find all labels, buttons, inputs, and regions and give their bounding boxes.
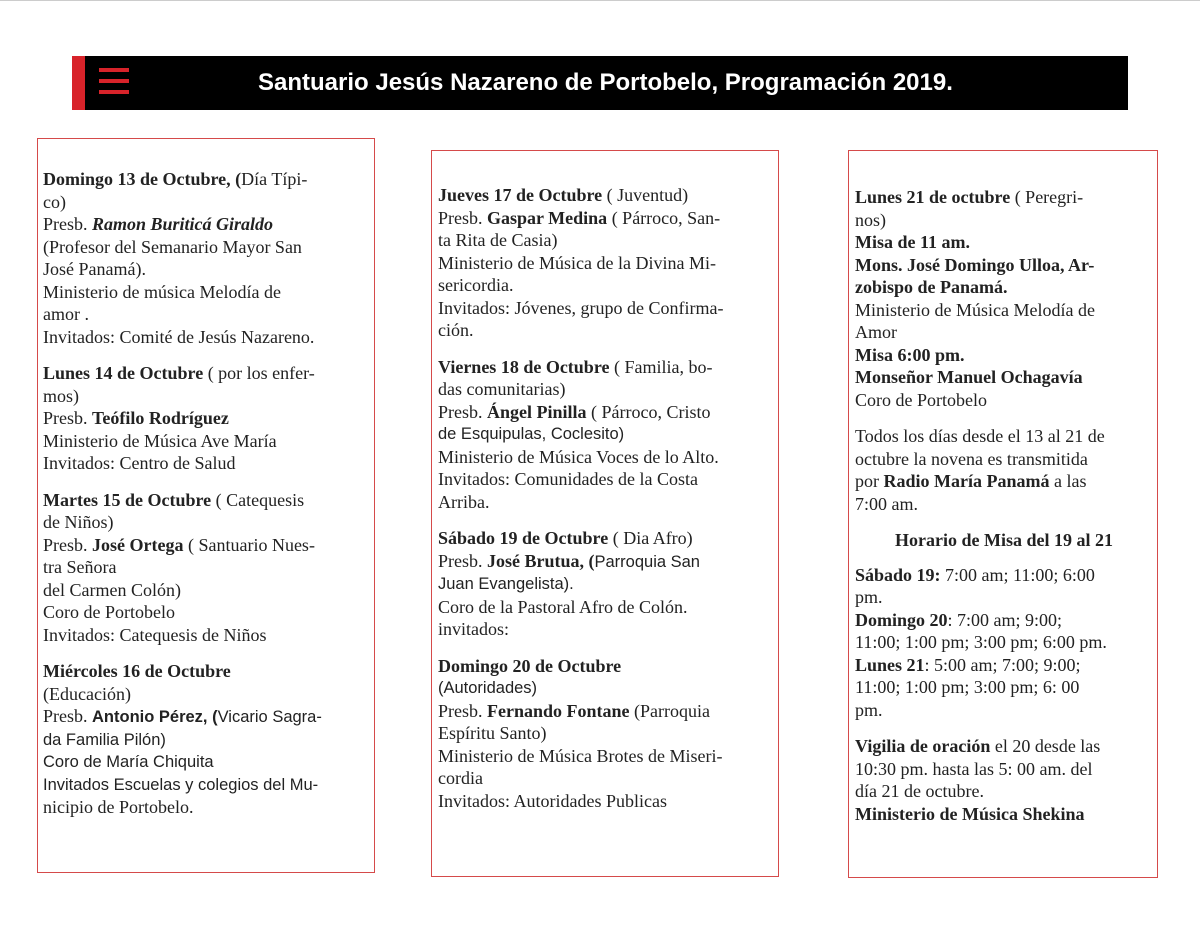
entry-date: Viernes 18 de Octubre bbox=[438, 356, 610, 377]
entry-date: Jueves 17 de Octubre bbox=[438, 185, 603, 205]
entry-date: Miércoles 16 de Octubre bbox=[43, 661, 231, 681]
header-banner bbox=[72, 56, 1128, 110]
priest-name: Gaspar Medina bbox=[487, 207, 608, 228]
entry-date: Domingo 20 de Octubre bbox=[438, 655, 622, 676]
priest-name: Teófilo Rodríguez bbox=[92, 408, 229, 428]
priest-name: Ramon Buriticá Giraldo bbox=[92, 214, 274, 234]
entry-date: Domingo 13 de Octubre, ( bbox=[43, 169, 242, 189]
priest-name: Fernando Fontane bbox=[487, 700, 630, 721]
vigil-note: Vigilia de oración el 20 desde las 10:30 pm. hasta las 5: 00 am. del día 21 de octubre. Ministerio de Música Shekina bbox=[855, 736, 1101, 824]
entry-sunday-20: Domingo 20 de Octubre (Autoridades) Presb. Fernando Fontane (Parroquia Espíritu Santo) Ministerio de Música Brotes de Miseri- cordia Invitados: Autoridades Publicas bbox=[438, 655, 723, 811]
priest-name: Monseñor Manuel Ochagavía bbox=[855, 367, 1083, 387]
entry-monday-21: Lunes 21 de octubre ( Peregri- nos) Misa de 11 am. Mons. José Domingo Ulloa, Ar- zobispo de Panamá. Ministerio de Música Melodía de Amor Misa 6:00 pm. Monseñor Manuel Ochagavía Coro de Portobelo bbox=[855, 187, 1095, 410]
top-divider bbox=[0, 0, 1200, 1]
entry-saturday-19: Sábado 19 de Octubre ( Dia Afro) Presb. José Brutua, (Parroquia San Juan Evangelista). Coro de la Pastoral Afro de Colón. invitados: bbox=[438, 528, 700, 639]
priest-name: Antonio Pérez, ( bbox=[92, 708, 218, 726]
entry-date: Martes 15 de Octubre bbox=[43, 489, 212, 510]
novena-note: Todos los días desde el 13 al 21 de octubre la novena es transmitida por Radio María Panamá a las 7:00 am. bbox=[855, 426, 1105, 514]
priest-name: Ángel Pinilla bbox=[487, 401, 587, 422]
column-two bbox=[431, 150, 779, 877]
schedule-heading: Horario de Misa del 19 al 21 bbox=[895, 530, 1113, 550]
radio-name: Radio María Panamá bbox=[883, 471, 1050, 491]
entry-tuesday-15: Martes 15 de Octubre ( Catequesis de Niños) Presb. José Ortega ( Santuario Nues- tra Señora del Carmen Colón) Coro de Portobelo Invitados: Catequesis de Niños bbox=[43, 489, 315, 645]
page-title: Santuario Jesús Nazareno de Portobelo, Programación 2019. bbox=[258, 69, 953, 96]
entry-friday-18: Viernes 18 de Octubre ( Familia, bo- das comunitarias) Presb. Ángel Pinilla ( Párroco, Cristo de Esquipulas, Coclesito) Ministerio de Música Voces de lo Alto. Invitados: Comunidades de la Costa Arriba. bbox=[438, 356, 719, 512]
entry-wednesday-16: Miércoles 16 de Octubre (Educación) Presb. Antonio Pérez, (Vicario Sagra- da Familia Pilón) Coro de María Chiquita Invitados Escuelas y colegios del Mu- nicipio de Portobelo. bbox=[43, 661, 322, 817]
priest-name: José Ortega bbox=[92, 534, 184, 555]
mass-schedule: Horario de Misa del 19 al 21 Sábado 19: 7:00 am; 11:00; 6:00 pm. Domingo 20: 7:00 am; 9:00; 11:00; 1:00 pm; 3:00 pm; 6:00 pm. Lunes 21: 5:00 am; 7:00; 9:00; 11:00; 1:00 pm; 3:00 pm; 6: 00 pm. bbox=[855, 530, 1113, 720]
entry-sunday-13: Domingo 13 de Octubre, (Día Típi- co) Presb. Ramon Buriticá Giraldo (Profesor del Semanario Mayor San José Panamá). Ministerio de música Melodía de amor . Invitados: Comité de Jesús Nazareno. bbox=[43, 169, 315, 347]
column-three bbox=[848, 150, 1158, 878]
entry-date: Lunes 14 de Octubre bbox=[43, 363, 204, 383]
entry-monday-14: Lunes 14 de Octubre ( por los enfer- mos) Presb. Teófilo Rodríguez Ministerio de Música Ave María Invitados: Centro de Salud bbox=[43, 363, 315, 473]
priest-name: Mons. José Domingo Ulloa, Ar- bbox=[855, 254, 1095, 275]
entry-date: Sábado 19 de Octubre bbox=[438, 528, 609, 548]
priest-name: José Brutua, ( bbox=[487, 550, 595, 571]
entry-thursday-17: Jueves 17 de Octubre ( Juventud) Presb. Gaspar Medina ( Párroco, San- ta Rita de Casia) Ministerio de Música de la Divina Mi- sericordia. Invitados: Jóvenes, grupo de Confirma- ción. bbox=[438, 185, 724, 340]
hamburger-menu-icon[interactable] bbox=[99, 68, 129, 94]
header-accent-bar bbox=[72, 56, 85, 110]
column-one bbox=[37, 138, 375, 873]
entry-date: Lunes 21 de octubre bbox=[855, 187, 1011, 207]
